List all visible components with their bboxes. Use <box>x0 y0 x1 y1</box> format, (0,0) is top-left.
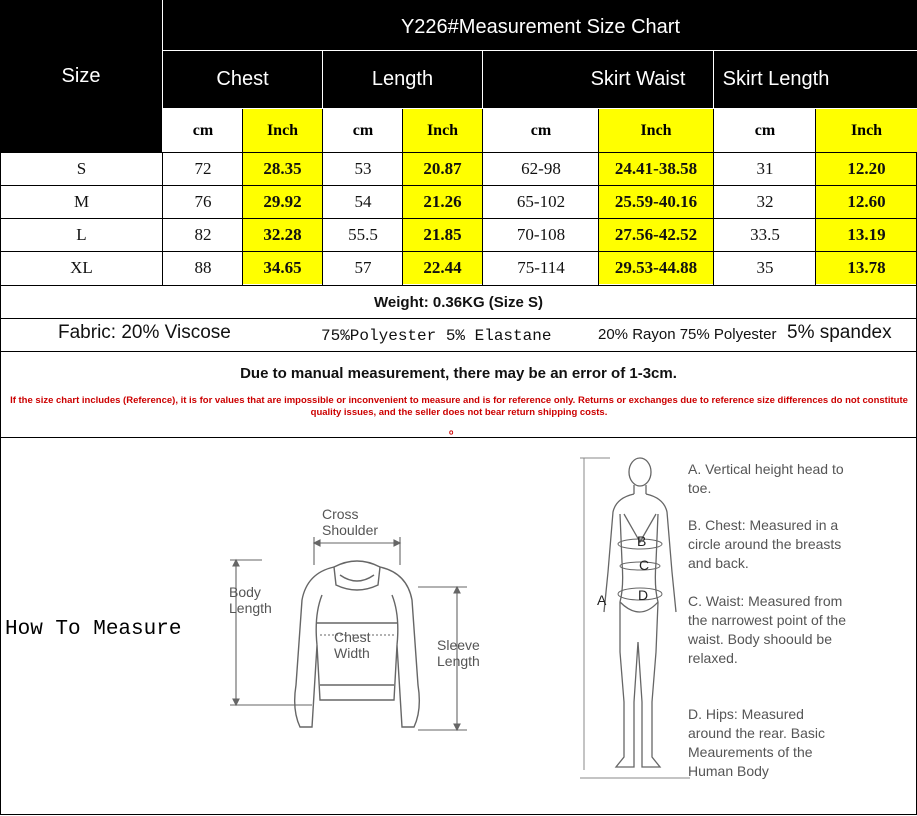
value-cell: 21.85 <box>403 219 482 251</box>
weight-note: Weight: 0.36KG (Size S) <box>374 293 543 311</box>
value-cell: 24.41-38.58 <box>599 153 713 185</box>
value-cell: 29.53-44.88 <box>599 252 713 284</box>
value-cell: 27.56-42.52 <box>599 219 713 251</box>
body-letter-b: B <box>637 533 647 549</box>
unit-cm-chest: cm <box>163 109 243 152</box>
value-cell: 62-98 <box>521 159 561 178</box>
body-note-d: D. Hips: Measured around the rear. Basic Meaurements of the Human Body <box>688 706 825 779</box>
unit-inch-length: Inch <box>403 109 482 152</box>
size-cell: M <box>73 192 90 211</box>
size-cell: L <box>76 225 87 244</box>
size-label: Size <box>61 64 101 87</box>
cross-shoulder-label: Cross Shoulder <box>322 506 379 538</box>
body-length-label: Body Length <box>229 584 272 616</box>
chest-width-label: Chest Width <box>334 629 371 661</box>
column-header-length: Length <box>371 68 434 90</box>
unit-cm-skirt-waist: cm <box>483 109 599 152</box>
value-cell: 35 <box>756 258 774 277</box>
value-cell: 55.5 <box>348 225 378 244</box>
body-note-b: B. Chest: Measured in a circle around the breasts and back. <box>688 517 842 571</box>
value-cell: 54 <box>354 192 372 211</box>
value-cell: 82 <box>194 225 212 244</box>
body-letter-c: C <box>639 557 650 573</box>
reference-disclaimer: If the size chart includes (Reference), it is for values that are impossible or inconvenient to measure and is for reference only. Returns or exchanges due to reference size differences do not constitute quality issues, and the seller does not bear return shipping costs. <box>10 395 908 418</box>
unit-cm-length: cm <box>323 109 403 152</box>
value-cell: 29.92 <box>243 186 322 218</box>
value-cell: 25.59-40.16 <box>599 186 713 218</box>
fabric-part-3: 20% Rayon 75% Polyester <box>598 326 777 343</box>
value-cell: 22.44 <box>403 252 482 284</box>
value-cell: 21.26 <box>403 186 482 218</box>
measurement-error-note: Due to manual measurement, there may be an error of 1-3cm. <box>240 364 677 382</box>
body-letter-a: A <box>597 592 607 608</box>
value-cell: 28.35 <box>243 153 322 185</box>
body-letter-d: D <box>638 587 649 603</box>
value-cell: 57 <box>354 258 372 277</box>
value-cell: 20.87 <box>403 153 482 185</box>
value-cell: 32.28 <box>243 219 322 251</box>
how-to-measure-label: How To Measure <box>5 618 182 641</box>
sleeve-length-label: Sleeve Length <box>437 637 480 669</box>
chart-title: Y226#Measurement Size Chart <box>400 15 681 38</box>
value-cell: 88 <box>194 258 212 277</box>
column-header-chest: Chest <box>216 68 269 90</box>
value-cell: 33.5 <box>750 225 780 244</box>
column-header-skirt-length: Skirt Length <box>722 68 830 90</box>
value-cell: 12.20 <box>816 153 917 185</box>
unit-cm-skirt-length: cm <box>714 109 816 152</box>
dot-mark: 。 <box>448 421 461 436</box>
fabric-part-2: 75%Polyester 5% Elastane <box>321 327 552 345</box>
column-header-skirt-waist: Skirt Waist <box>590 68 686 90</box>
size-cell: XL <box>70 258 93 277</box>
size-cell: S <box>76 159 87 178</box>
value-cell: 13.19 <box>816 219 917 251</box>
value-cell: 32 <box>756 192 774 211</box>
value-cell: 76 <box>194 192 212 211</box>
value-cell: 65-102 <box>516 192 566 211</box>
value-cell: 12.60 <box>816 186 917 218</box>
value-cell: 75-114 <box>517 258 565 277</box>
human-body-diagram <box>580 452 690 782</box>
unit-inch-chest: Inch <box>243 109 322 152</box>
unit-inch-skirt-waist: Inch <box>599 109 713 152</box>
value-cell: 70-108 <box>516 225 566 244</box>
value-cell: 53 <box>354 159 372 178</box>
value-cell: 31 <box>756 159 774 178</box>
fabric-part-4: 5% spandex <box>787 322 892 343</box>
value-cell: 72 <box>194 159 212 178</box>
value-cell: 13.78 <box>816 252 917 284</box>
fabric-part-1: Fabric: 20% Viscose <box>58 322 231 343</box>
body-note-a: A. Vertical height head to toe. <box>688 461 844 496</box>
body-note-c: C. Waist: Measured from the narrowest point of the waist. Body shoould be relaxed. <box>688 593 846 666</box>
value-cell: 34.65 <box>243 252 322 284</box>
unit-inch-skirt-length: Inch <box>816 109 917 152</box>
